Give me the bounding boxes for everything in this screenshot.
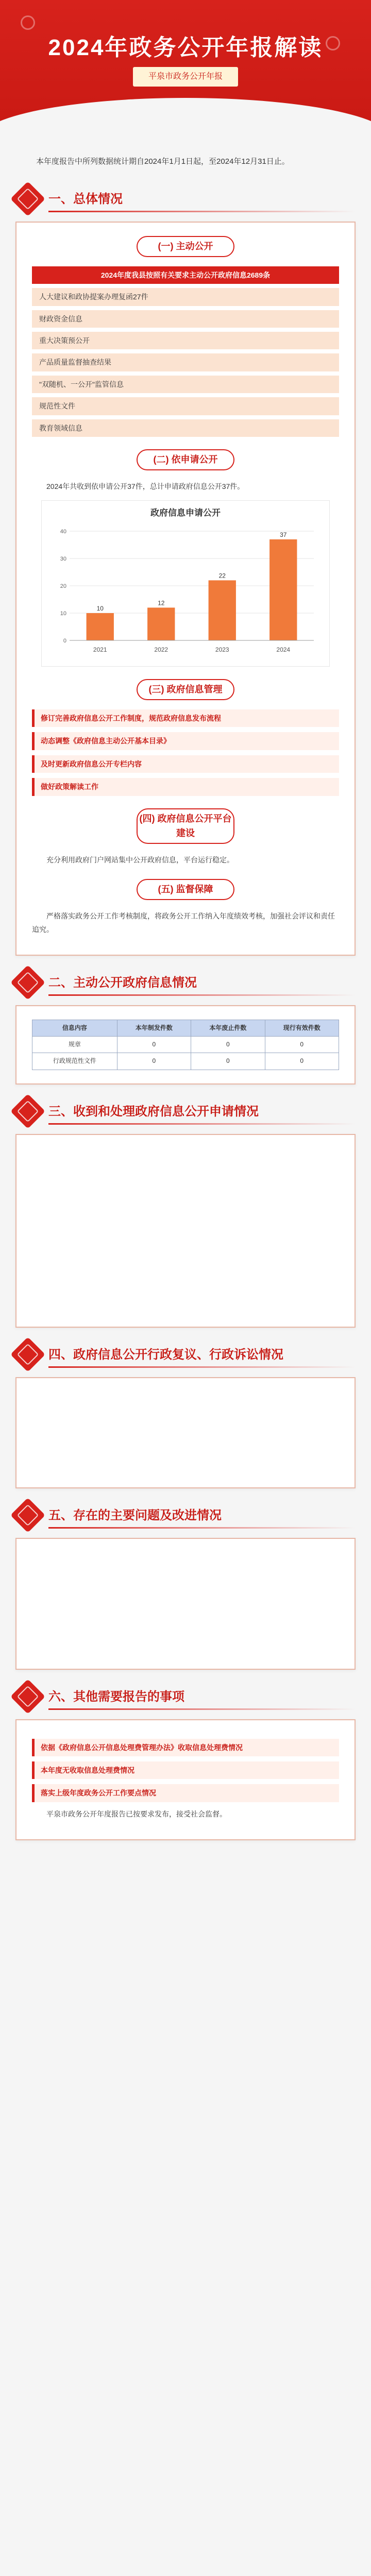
section-diamond-icon [10,1094,45,1129]
list-item: "双随机、一公开"监管信息 [32,376,339,393]
subsection-title: (一) 主动公开 [137,236,234,257]
y-tick-label: 10 [60,610,66,617]
list-item: 人大建议和政协提案办理复函27件 [32,288,339,306]
issues-card [15,1538,356,1670]
highlight-row: 2024年度我县按照有关要求主动公开政府信息2689条 [32,266,339,284]
section-title: 二、主动公开政府信息情况 [48,976,197,990]
section-underline [48,994,356,996]
data-label: 22 [218,572,226,580]
application-card [15,1134,356,1328]
list-item: 教育领域信息 [32,419,339,437]
section-diamond-icon [10,1679,45,1714]
bar-chart [49,524,322,658]
list-item: 规范性文件 [32,397,339,415]
section-title: 一、总体情况 [48,192,123,206]
bar [87,613,114,640]
active-disclosure-table [32,1020,339,1070]
list-item: 产品质量监督抽查结果 [32,353,339,371]
list-item: 重大决策预公开 [32,332,339,349]
section-diamond-icon [10,181,45,216]
supervision-text: 严格落实政务公开工作考核制度，将政务公开工作纳入年度绩效考核，加强社会评议和责任追究。 [32,912,335,934]
x-tick-label: 2022 [154,646,168,653]
section-header [15,1097,356,1125]
table-header-cell: 信息内容 [32,1020,117,1037]
section-title: 五、存在的主要问题及改进情况 [48,1508,222,1522]
apply-chart [41,500,330,667]
issues-text-placeholder [32,1552,339,1655]
section-underline [48,1708,356,1710]
section-underline [48,211,356,212]
page-subtitle: 平泉市政务公开年报 [133,67,238,87]
wave-divider [0,98,371,149]
chart-title: 政府信息申请公开 [150,507,221,518]
section-header [15,184,356,212]
other-item: 落实上级年度政务公开工作要点情况 [32,1784,339,1802]
bar [269,539,297,640]
management-item: 做好政策解读工作 [32,778,339,795]
management-item: 及时更新政府信息公开专栏内容 [32,755,339,773]
apply-text: 2024年共收到依申请公开37件，总计申请政府信息公开37件。 [46,482,245,490]
section-header [15,1682,356,1710]
subsection-title: (四) 政府信息公开平台建设 [137,808,234,844]
section-underline [48,1366,356,1368]
section-underline [48,1123,356,1125]
other-item: 依据《政府信息公开信息处理费管理办法》收取信息处理费情况 [32,1739,339,1756]
subsection-title: (五) 监督保障 [137,879,234,900]
section-title: 四、政府信息公开行政复议、行政诉讼情况 [48,1347,283,1362]
section-header [15,1340,356,1368]
platform-text: 充分利用政府门户网站集中公开政府信息，平台运行稳定。 [46,856,234,865]
management-item: 动态调整《政府信息主动公开基本目录》 [32,732,339,750]
review-card [15,1377,356,1488]
section-header [15,1501,356,1529]
y-tick-label: 0 [63,637,66,644]
other-matters-card [15,1719,356,1840]
x-tick-label: 2024 [276,646,291,653]
review-table-placeholder [32,1392,339,1474]
table-row: 行政规范性文件 0 0 0 [32,1053,339,1070]
application-table-placeholder [32,1148,339,1313]
active-disclosure-card [15,1005,356,1084]
table-row: 规章 0 0 0 [32,1037,339,1053]
y-tick-label: 40 [60,528,66,535]
decoration-circle-icon [21,15,35,30]
table-header-cell: 本年废止件数 [191,1020,265,1037]
section-underline [48,1527,356,1529]
intro-text: 本年度报告中所列数据统计期自2024年1月1日起，至2024年12月31日止。 [36,157,290,166]
section-diamond-icon [10,1337,45,1372]
other-paragraph: 平泉市政务公开年度报告已按要求发布，接受社会监督。 [46,1809,227,1818]
data-label: 10 [96,604,104,612]
section-diamond-icon [10,1498,45,1533]
table-header-cell: 本年制发件数 [117,1020,191,1037]
other-item: 本年度无收取信息处理费情况 [32,1761,339,1779]
data-label: 37 [280,531,287,538]
y-tick-label: 20 [60,583,66,589]
section-title: 六、其他需要报告的事项 [48,1689,184,1704]
y-tick-label: 30 [60,555,66,562]
overview-card [15,222,356,956]
header-banner [0,0,371,149]
section-title: 三、收到和处理政府信息公开申请情况 [48,1104,259,1118]
section-diamond-icon [10,965,45,1000]
management-item: 修订完善政府信息公开工作制度，规范政府信息发布流程 [32,709,339,727]
x-tick-label: 2023 [215,646,229,653]
data-label: 12 [158,599,165,607]
bar [209,580,236,640]
section-header [15,968,356,996]
subsection-title: (二) 依申请公开 [137,449,234,470]
x-tick-label: 2021 [93,646,107,653]
bar [147,607,175,640]
list-item: 财政资金信息 [32,310,339,328]
page-title: 2024年政务公开年报解读 [48,35,323,60]
subsection-title: (三) 政府信息管理 [137,679,234,700]
table-header-cell: 现行有效件数 [265,1020,339,1037]
